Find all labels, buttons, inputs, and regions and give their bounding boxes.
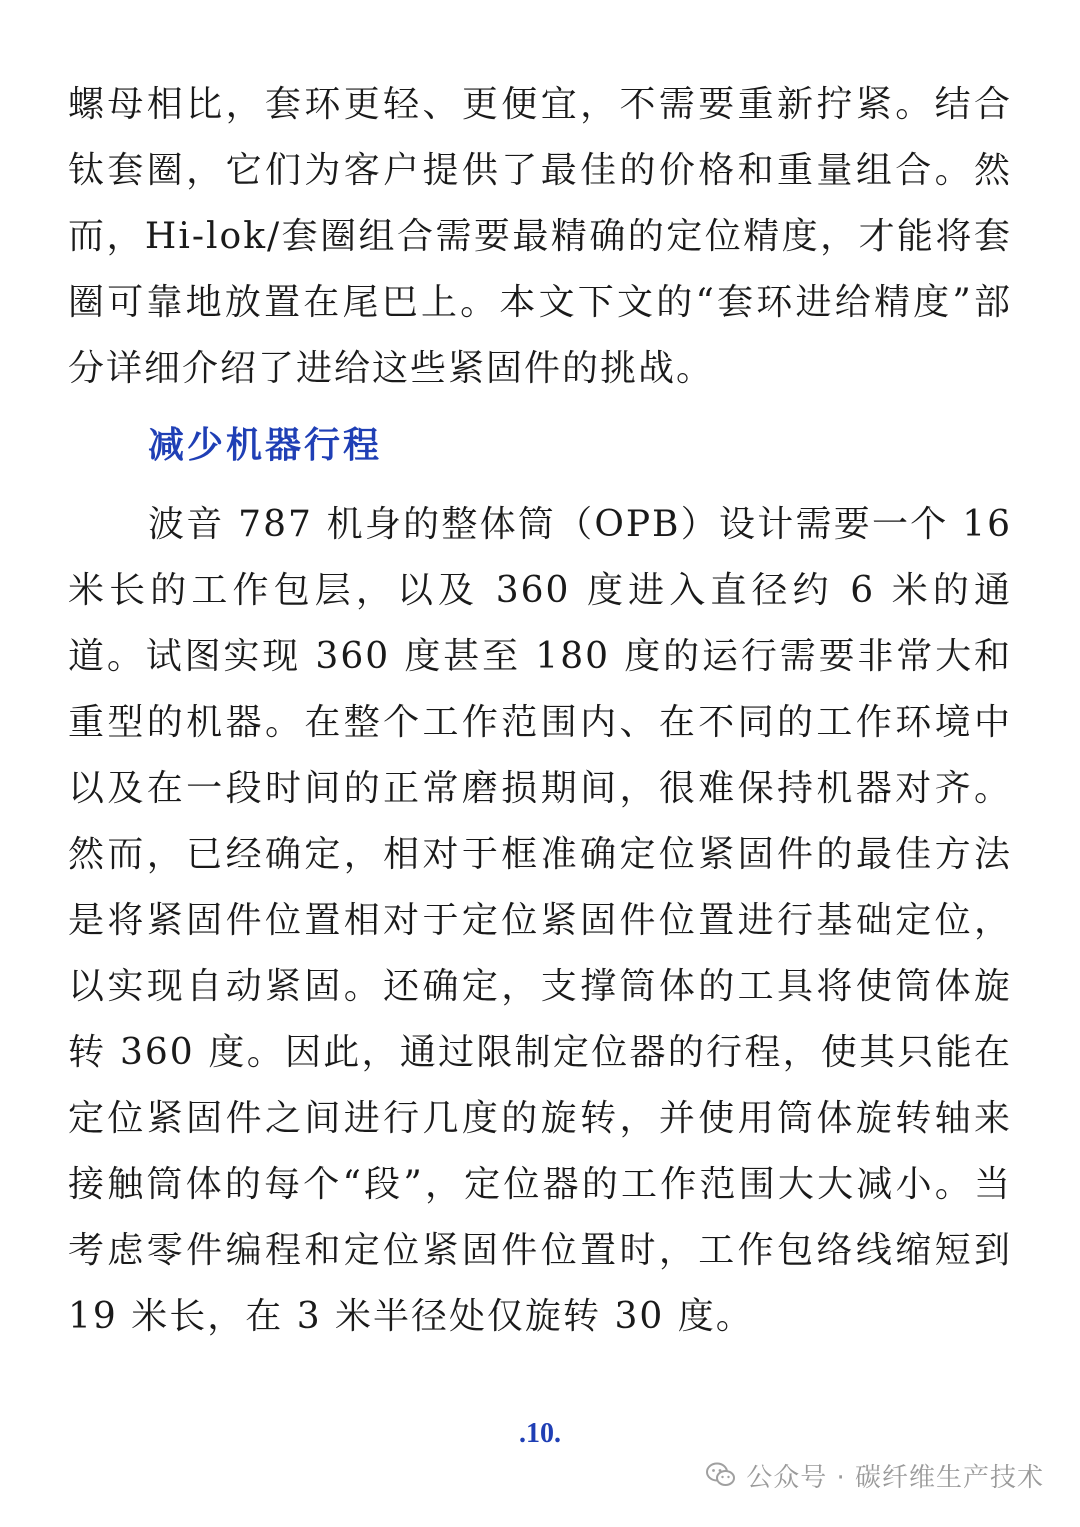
page-number: .10.: [519, 1418, 561, 1449]
body-paragraph-1: 螺母相比，套环更轻、更便宜，不需要重新拧紧。结合钛套圈，它们为客户提供了最佳的价格和重量组合。然而，Hi-lok/套圈组合需要最精确的定位精度，才能将套圈可靠地放置在尾巴上。本文下文的“套环进给精度”部分详细介绍了进给这些紧固件的挑战。: [68, 84, 1012, 389]
watermark-text: 公众号 · 碳纤维生产技术: [746, 1462, 1044, 1493]
body-paragraph-2: 波音 787 机身的整体筒（OPB）设计需要一个 16 米长的工作包层，以及 360 度进入直径约 6 米的通道。试图实现 360 度甚至 180 度的运行需要非常大和重型的机器。在整个工作范围内、在不同的工作环境中以及在一段时间的正常磨损期间，很难保持机器对齐。然而，已经确定，相对于框准确定位紧固件的最佳方法是将紧固件位置相对于定位紧固件位置进行基础定位，以实现自动紧固。还确定，支撑筒体的工具将使筒体旋转 360 度。因此，通过限制定位器的行程，使其只能在定位紧固件之间进行几度的旋转，并使用筒体旋转轴来接触筒体的每个“段”，定位器的工作范围大大减小。当考虑零件编程和定位紧固件位置时，工作包络线缩短到 19 米长，在 3 米半径处仅旋转 30 度。: [68, 504, 1012, 1337]
watermark: [706, 1455, 1044, 1495]
wechat-icon: [706, 1462, 736, 1488]
section-heading: 减少机器行程: [148, 424, 383, 466]
